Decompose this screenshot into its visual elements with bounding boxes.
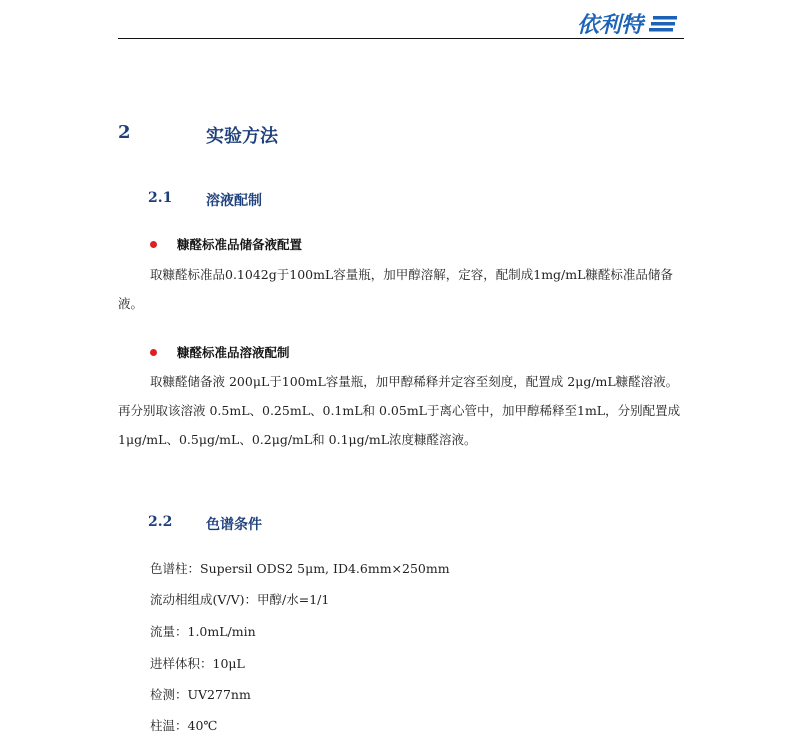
bullet-title: 糠醛标准品储备液配置: [177, 237, 303, 252]
paragraph-stock-solution: [118, 260, 684, 318]
section-title: 实验方法: [206, 126, 278, 147]
paragraph-line: 再分别取该溶液 0.5mL、0.25mL、0.1mL和 0.05mL于离心管中，加甲醇稀释至1mL，分别配置成: [118, 403, 681, 418]
condition-mobile-phase: 流动相组成(V/V)：甲醇/水=1/1: [150, 592, 330, 607]
elite-logo-icon: [575, 6, 685, 40]
header-divider: [118, 38, 684, 39]
section-number: 2: [118, 122, 131, 143]
condition-injection-volume: 进样体积：10μL: [150, 656, 245, 671]
red-bullet-icon: [150, 349, 157, 356]
condition-column-temperature: 柱温：40℃: [150, 718, 218, 733]
paragraph-line: 取糠醛储备液 200μL于100mL容量瓶，加甲醇稀释并定容至刻度，配置成 2μg/mL糠醛溶液。: [150, 374, 679, 389]
subsection-title: 色谱条件: [206, 517, 262, 533]
condition-flow-rate: 流量：1.0mL/min: [150, 624, 256, 639]
company-logo: [575, 6, 685, 40]
paragraph-line: 1μg/mL、0.5μg/mL、0.2μg/mL和 0.1μg/mL浓度糠醛溶液。: [118, 432, 477, 447]
subsection-title: 溶液配制: [206, 193, 262, 209]
condition-column: 色谱柱：Supersil ODS2 5μm, ID4.6mm×250mm: [150, 561, 450, 576]
section-heading: [118, 122, 278, 148]
bullet-title: 糠醛标准品溶液配制: [177, 345, 290, 360]
bullet-item-stock-solution: [150, 235, 302, 253]
subsection-heading-2-1: [148, 190, 262, 210]
subsection-number: 2.2: [148, 514, 173, 530]
paragraph-standard-solution: [118, 367, 684, 454]
condition-detection: 检测：UV277nm: [150, 687, 251, 702]
bullet-item-standard-solution: [150, 343, 290, 361]
subsection-number: 2.1: [148, 190, 173, 206]
paragraph-line: 取糠醛标准品0.1042g于100mL容量瓶，加甲醇溶解，定容，配制成1mg/mL糠醛标准品储备: [150, 267, 673, 282]
subsection-heading-2-2: [148, 514, 262, 534]
paragraph-line: 液。: [118, 296, 144, 311]
red-bullet-icon: [150, 241, 157, 248]
svg-text:依利特: 依利特: [577, 13, 644, 38]
